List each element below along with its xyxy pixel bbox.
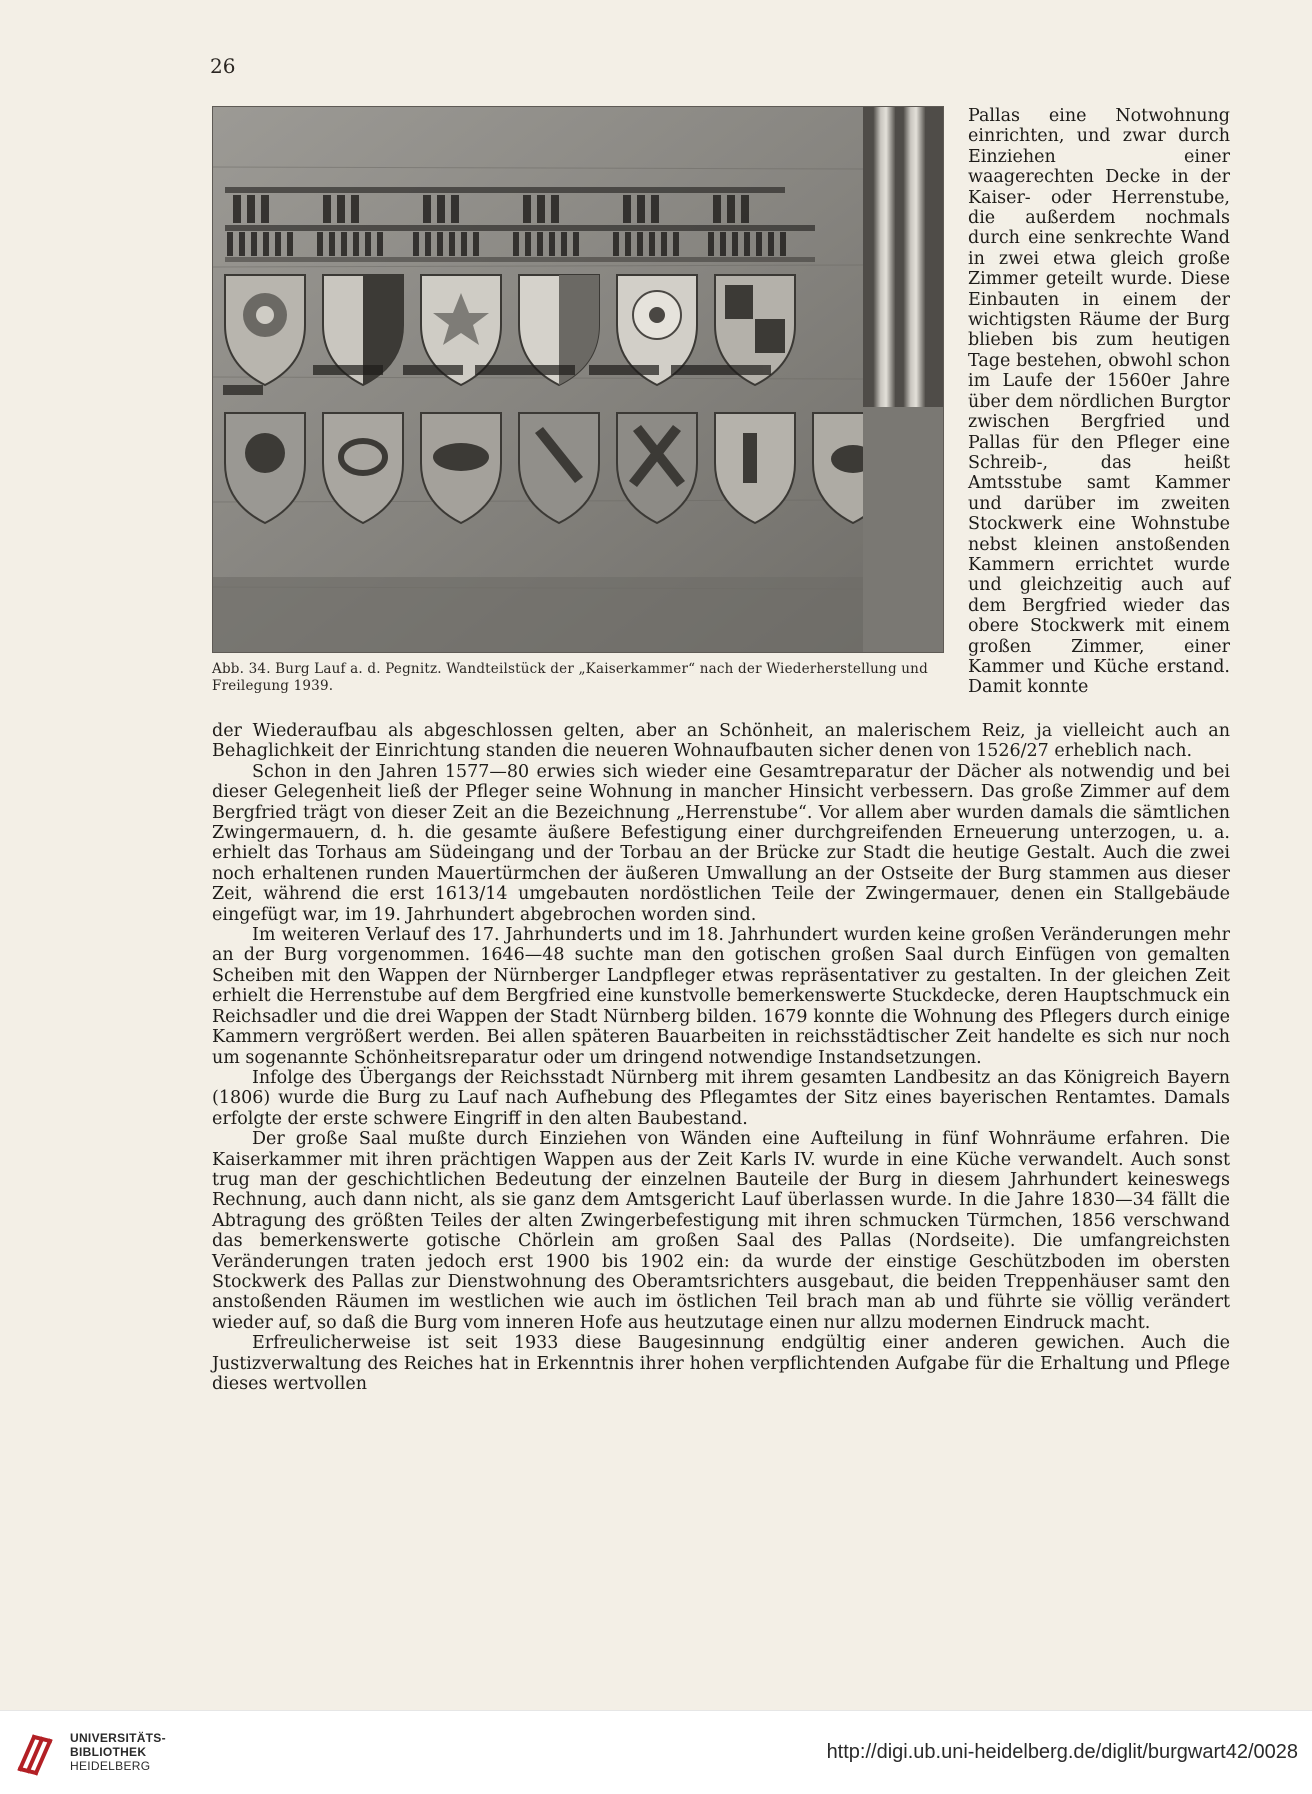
wall-photograph xyxy=(212,106,944,653)
source-url-link[interactable]: http://digi.ub.uni-heidelberg.de/diglit/burgwart42/0028 xyxy=(826,1741,1298,1763)
side-column-paragraph: Pallas eine Notwohnung einrichten, und zwar durch Einziehen einer waagerechten Decke in der Kaiser- oder Herrenstube, die außerdem nochmals durch eine senkrechte Wand in zwei etwa gleich große Zimmer geteilt wurde. Diese Einbauten in einem der wichtigsten Räume der Burg blieben bis zum heutigen Tage bestehen, obwohl schon im Laufe der 1560er Jahre über dem nördlichen Burgtor zwischen Bergfried und Pallas für den Pfleger eine Schreib-, das heißt Amtsstube samt Kammer und darüber im zweiten Stockwerk eine Wohnstube nebst kleinen anstoßenden Kammern errichtet wurde und gleichzeitig auch auf dem Bergfried wieder das obere Stockwerk mit einem großen Zimmer, einer Kammer und Küche erstand. Damit konnte xyxy=(968,106,1230,698)
main-text-block xyxy=(212,721,1230,1394)
continuation-paragraph: der Wiederaufbau als abgeschlossen gelten, aber an Schönheit, an malerischem Reiz, ja vielleicht auch an Behaglichkeit der Einrichtung standen die neueren Wohnaufbauten sicher denen von 1526/27 erheblich nach. xyxy=(212,721,1230,762)
university-library-logo-icon[interactable] xyxy=(14,1729,60,1777)
viewer-footer xyxy=(0,1710,1312,1794)
institution-line: BIBLIOTHEK xyxy=(70,1745,147,1759)
paragraph: Der große Saal mußte durch Einziehen von Wänden eine Aufteilung in fünf Wohnräume erfahren. Die Kaiserkammer mit ihren prächtigen Wappen aus der Zeit Karls IV. wurde in eine Küche verwandelt. Auch sonst trug man der geschichtlichen Bedeutung der einzelnen Bauteile der Burg in diesem Jahrhundert keineswegs Rechnung, auch dann nicht, als sie ganz dem Amtsgericht Lauf überlassen wurde. In die Jahre 1830—34 fällt die Abtragung des größten Teiles der alten Zwingerbefestigung mit ihren schmucken Türmchen, 1856 verschwand das bemerkenswerte gotische Chörlein am großen Saal des Pallas (Nordseite). Die umfangreichsten Veränderungen traten jedoch erst 1900 bis 1902 ein: da wurde der einstige Geschützboden im obersten Stockwerk des Pallas zur Dienstwohnung des Oberamtsrichters ausgebaut, die beiden Treppenhäuser samt den anstoßenden Räumen im westlichen wie auch im östlichen Teil brach man ab und führte sie völlig verändert wieder auf, so daß die Burg vom inneren Hofe aus heutzutage einen nur allzu modernen Eindruck macht. xyxy=(212,1129,1230,1333)
institution-line: UNIVERSITÄTS- xyxy=(70,1731,166,1745)
coat-of-arms-wall-image xyxy=(213,107,943,652)
side-column-text xyxy=(968,106,1230,698)
institution-name[interactable] xyxy=(70,1731,166,1773)
paragraph: Erfreulicherweise ist seit 1933 diese Baugesinnung endgültig einer anderen gewichen. Auch die Justizverwaltung des Reiches hat in Erkenntnis ihrer hohen verpflichtenden Aufgabe für die Erhaltung und Pflege dieses wertvollen xyxy=(212,1333,1230,1394)
paragraph: Schon in den Jahren 1577—80 erwies sich wieder eine Gesamtreparatur der Dächer als notwendig und bei dieser Gelegenheit ließ der Pfleger seine Wohnung in mancher Hinsicht verbessern. Das große Zimmer auf dem Bergfried trägt von dieser Zeit an die Bezeichnung „Herrenstube“. Vor allem aber wurden damals die sämtlichen Zwingermauern, d. h. die gesamte äußere Befestigung einer durchgreifenden Erneuerung unterzogen, u. a. erhielt das Torhaus am Südeingang und der Torbau an der Brücke zur Stadt die heutige Gestalt. Auch die zwei noch erhaltenen runden Mauertürmchen der äußeren Umwallung an der Ostseite der Burg stammen aus dieser Zeit, während die erst 1613/14 umgebauten nordöstlichen Teile der Zwingermauer, denen ein Stallgebäude eingefügt war, im 19. Jahrhundert abgebrochen worden sind. xyxy=(212,761,1230,925)
institution-line: HEIDELBERG xyxy=(70,1759,151,1773)
figure-caption: Abb. 34. Burg Lauf a. d. Pegnitz. Wandteilstück der „Kaiserkammer“ nach der Wiederherstellung und Freilegung 1939. xyxy=(212,661,928,694)
paragraph: Infolge des Übergangs der Reichsstadt Nürnberg mit ihrem gesamten Landbesitz an das Königreich Bayern (1806) wurde die Burg zu Lauf nach Aufhebung des Pflegamtes der Sitz eines bayerischen Rentamtes. Damals erfolgte der erste schwere Eingriff in den alten Baubestand. xyxy=(212,1067,1230,1129)
page-number: 26 xyxy=(210,54,236,78)
paragraph: Im weiteren Verlauf des 17. Jahrhunderts und im 18. Jahrhundert wurden keine großen Veränderungen mehr an der Burg vorgenommen. 1646—48 suchte man den gotischen großen Saal durch Einfügen von gemalten Scheiben mit den Wappen der Nürnberger Landpfleger etwas repräsentativer zu gestalten. In der gleichen Zeit erhielt die Herrenstube auf dem Bergfried eine kunstvolle bemerkenswerte Stuckdecke, deren Hauptschmuck ein Reichsadler und die drei Wappen der Stadt Nürnberg bilden. 1679 konnte die Wohnung des Pflegers durch einige Kammern vergrößert werden. Bei allen späteren Bauarbeiten in reichsstädtischer Zeit handelte es sich nur noch um sogenannte Schönheitsreparatur oder um dringend notwendige Instandsetzungen. xyxy=(212,925,1230,1068)
